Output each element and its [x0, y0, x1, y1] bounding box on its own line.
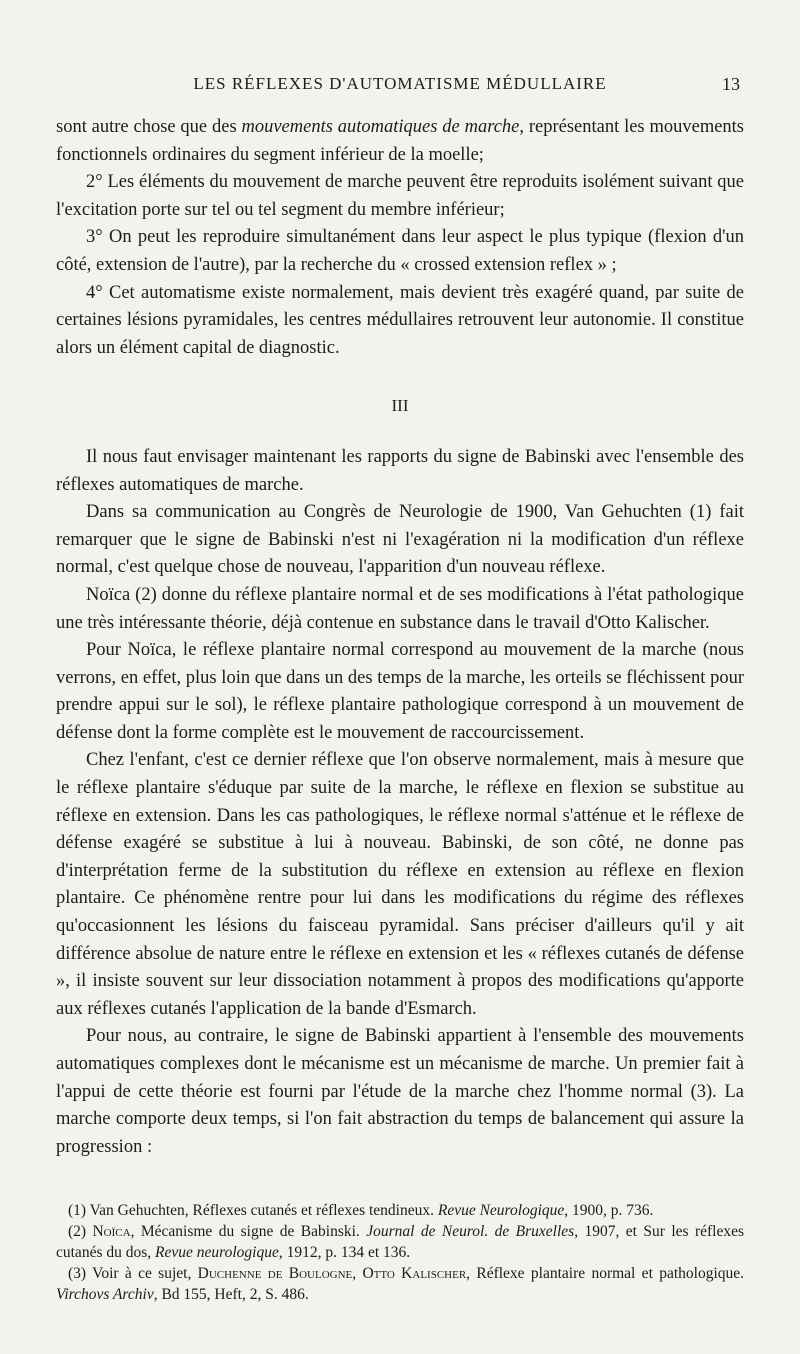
journal-title: Revue neurologique: [155, 1244, 279, 1261]
author-name: Otto Kalischer: [362, 1265, 467, 1282]
author-name: Duchenne de Boulogne: [197, 1265, 353, 1282]
text-run: (1) Van Gehuchten, Réflexes cutanés et réflexes tendineux.: [68, 1202, 438, 1219]
list-item-3: 3° On peut les reproduire simultanément dans leur aspect le plus typique (flexion d'un côté, extension de l'autre), par la recherche du « crossed extension reflex » ;: [56, 227, 744, 275]
paragraph: Il nous faut envisager maintenant les rapports du signe de Babinski avec l'ensemble des réflexes automatiques de marche.: [56, 446, 744, 495]
text-run: , Réflexe plantaire normal et pathologique.: [466, 1265, 745, 1282]
main-text: [56, 114, 744, 1161]
paragraph: Pour nous, au contraire, le signe de Babinski appartient à l'ensemble des mouvements automatiques complexes dont le mécanisme est un mécanisme de marche. Un premier fait à l'appui de cette théorie est fourni par l'étude de la marche chez l'homme normal (3). La marche comporte deux temps, si l'on fait abstraction du temps de balancement qui assure la progression :: [56, 1026, 744, 1157]
footnote-3: [56, 1263, 744, 1305]
text-run: , représentant les mouvements fonctionnels ordinaires du segment inférieur de la moelle;: [56, 117, 745, 165]
text-run: (3) Voir à ce sujet,: [68, 1265, 198, 1282]
emphasis-text: mouvements automatiques de marche: [241, 117, 520, 137]
page-number: 13: [722, 74, 740, 94]
text-run: , 1907, et Sur les réflexes cutanés du dos,: [56, 1223, 745, 1261]
running-title: LES RÉFLEXES D'AUTOMATISME MÉDULLAIRE: [193, 74, 607, 93]
paragraph: Noïca (2) donne du réflexe plantaire normal et de ses modifications à l'état pathologique une très intéressante théorie, déjà contenue en substance dans le travail d'Otto Kalischer.: [56, 584, 744, 633]
text-run: sont autre chose que des: [56, 117, 242, 137]
author-name: Noïca: [92, 1223, 131, 1240]
paragraph: Chez l'enfant, c'est ce dernier réflexe que l'on observe normalement, mais à mesure que le réflexe plantaire s'éduque par suite de la marche, le réflexe en flexion se substitue au réflexe en extension. Dans les cas pathologiques, le réflexe normal s'atténue et le réflexe de défense exagéré se substitue à lui à nouveau. Babinski, de son côté, ne donne pas d'interprétation ferme de la substitution du réflexe en extension au réflexe en flexion plantaire. Ce phénomène rentre pour lui dans les modifications du régime des réflexes qu'occasionnent les lésions du faisceau pyramidal. Sans préciser d'ailleurs qu'il y ait différence absolue de nature entre le réflexe en extension et les « réflexes cutanés de défense », il insiste souvent sur leur dissociation notamment à propos des modifications qu'apporte aux réflexes cutanés l'application de la bande d'Esmarch.: [56, 750, 744, 1019]
paragraph: Dans sa communication au Congrès de Neurologie de 1900, Van Gehuchten (1) fait remarquer que le signe de Babinski n'est ni l'exagération ni la modification d'un réflexe normal, c'est quelque chose de nouveau, l'apparition d'un nouveau réflexe.: [56, 502, 744, 578]
text-run: , Mécanisme du signe de Babinski.: [130, 1223, 367, 1240]
text-run: ,: [352, 1265, 363, 1282]
text-run: , Bd 155, Heft, 2, S. 486.: [153, 1286, 309, 1303]
section-heading: III: [391, 396, 409, 416]
page-header: [56, 74, 744, 100]
list-item-4: 4° Cet automatisme existe normalement, mais devient très exagéré quand, par suite de certaines lésions pyramidales, les centres médullaires retrouvent leur autonomie. Il constitue alors un élément capital de diagnostic.: [56, 282, 744, 358]
text-run: , 1912, p. 134 et 136.: [278, 1244, 411, 1261]
paragraph: Pour Noïca, le réflexe plantaire normal correspond au mouvement de la marche (nous verrons, en effet, plus loin que dans un des temps de la marche, les orteils se fléchissent pour prendre appui sur le sol), le réflexe plantaire pathologique correspond à un mouvement de défense dont la forme complète est le mouvement de raccourcissement.: [56, 640, 744, 743]
list-item-2: 2° Les éléments du mouvement de marche peuvent être reproduits isolément suivant que l'excitation porte sur tel ou tel segment du membre inférieur;: [56, 172, 744, 220]
journal-title: Journal de Neurol. de Bruxelles: [366, 1223, 575, 1240]
text-run: (2): [68, 1223, 93, 1240]
footnote-2: [56, 1221, 744, 1263]
paragraph-continuation: [56, 114, 744, 169]
journal-title: Virchovs Archiv: [56, 1286, 154, 1303]
footnote-1: [56, 1200, 744, 1221]
journal-title: Revue Neurologique: [437, 1202, 565, 1219]
text-run: , 1900, p. 736.: [564, 1202, 654, 1219]
footnotes: [56, 1200, 744, 1305]
